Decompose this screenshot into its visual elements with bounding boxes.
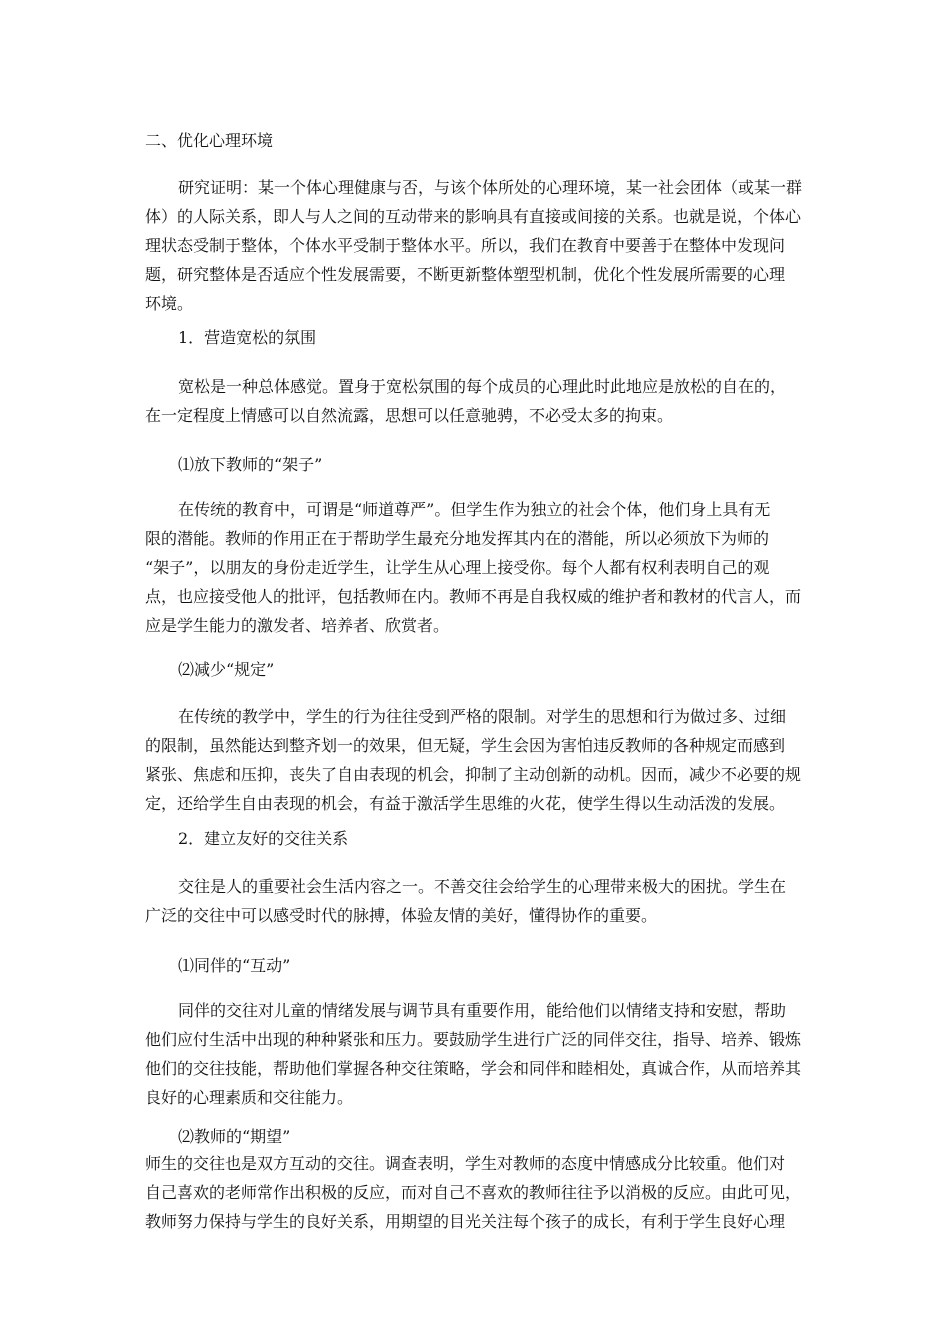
p2a-line-2: 他们应付生活中出现的种种紧张和压力。要鼓励学生进行广泛的同伴交往，指导、培养、锻炼 (145, 1030, 802, 1049)
subheading-2a: ⑴同伴的“互动” (178, 956, 291, 975)
subheading-1: 1．营造宽松的氛围 (178, 328, 317, 347)
p1b-line-1: 在传统的教学中，学生的行为往往受到严格的限制。对学生的思想和行为做过多、过细 (178, 707, 787, 726)
p2-line-2: 广泛的交往中可以感受时代的脉搏，体验友情的美好，懂得协作的重要。 (145, 906, 658, 925)
intro-line-1: 研究证明：某一个体心理健康与否，与该个体所处的心理环境，某一社会团体（或某一群 (178, 178, 803, 197)
p1-line-2: 在一定程度上情感可以自然流露，思想可以任意驰骋，不必受太多的拘束。 (145, 406, 674, 425)
section-heading: 二、优化心理环境 (145, 131, 274, 150)
subheading-2: 2．建立友好的交往关系 (178, 829, 349, 848)
p1a-line-3: “架子”，以朋友的身份走近学生，让学生从心理上接受你。每个人都有权利表明自己的观 (145, 558, 770, 577)
p2b-line-3: 教师努力保持与学生的良好关系，用期望的目光关注每个孩子的成长，有利于学生良好心理 (145, 1212, 786, 1231)
p1-line-1: 宽松是一种总体感觉。置身于宽松氛围的每个成员的心理此时此地应是放松的自在的， (178, 377, 787, 396)
subheading-1a: ⑴放下教师的“架子” (178, 455, 323, 474)
p1a-line-4: 点，也应接受他人的批评，包括教师在内。教师不再是自我权威的维护者和教材的代言人，而 (145, 587, 802, 606)
p2a-line-4: 良好的心理素质和交往能力。 (145, 1088, 354, 1107)
intro-line-5: 环境。 (145, 294, 194, 313)
intro-line-4: 题，研究整体是否适应个性发展需要，不断更新整体塑型机制，优化个性发展所需要的心理 (145, 265, 786, 284)
subheading-2b: ⑵教师的“期望” (178, 1127, 291, 1146)
p2b-line-1: 师生的交往也是双方互动的交往。调查表明，学生对教师的态度中情感成分比较重。他们对 (145, 1154, 786, 1173)
p1a-line-1: 在传统的教育中，可谓是“师道尊严”。但学生作为独立的社会个体，他们身上具有无 (178, 500, 771, 519)
intro-line-2: 体）的人际关系，即人与人之间的互动带来的影响具有直接或间接的关系。也就是说，个体心 (145, 207, 802, 226)
subheading-1b: ⑵减少“规定” (178, 660, 275, 679)
p1b-line-2: 的限制，虽然能达到整齐划一的效果，但无疑，学生会因为害怕违反教师的各种规定而感到 (145, 736, 786, 755)
p1a-line-2: 限的潜能。教师的作用正在于帮助学生最充分地发挥其内在的潜能，所以必须放下为师的 (145, 529, 770, 548)
p2-line-1: 交往是人的重要社会生活内容之一。不善交往会给学生的心理带来极大的困扰。学生在 (178, 877, 787, 896)
p2a-line-3: 他们的交往技能，帮助他们掌握各种交往策略，学会和同伴和睦相处，真诚合作，从而培养其 (145, 1059, 802, 1078)
p2a-line-1: 同伴的交往对儿童的情绪发展与调节具有重要作用，能给他们以情绪支持和安慰，帮助 (178, 1001, 787, 1020)
p1b-line-3: 紧张、焦虑和压抑，丧失了自由表现的机会，抑制了主动创新的动机。因而，减少不必要的规 (145, 765, 802, 784)
p1b-line-4: 定，还给学生自由表现的机会，有益于激活学生思维的火花，使学生得以生动活泼的发展。 (145, 794, 786, 813)
p2b-line-2: 自己喜欢的老师常作出积极的反应，而对自己不喜欢的教师往往予以消极的反应。由此可见， (145, 1183, 802, 1202)
intro-line-3: 理状态受制于整体，个体水平受制于整体水平。所以，我们在教育中要善于在整体中发现问 (145, 236, 786, 255)
p1a-line-5: 应是学生能力的激发者、培养者、欣赏者。 (145, 616, 450, 635)
